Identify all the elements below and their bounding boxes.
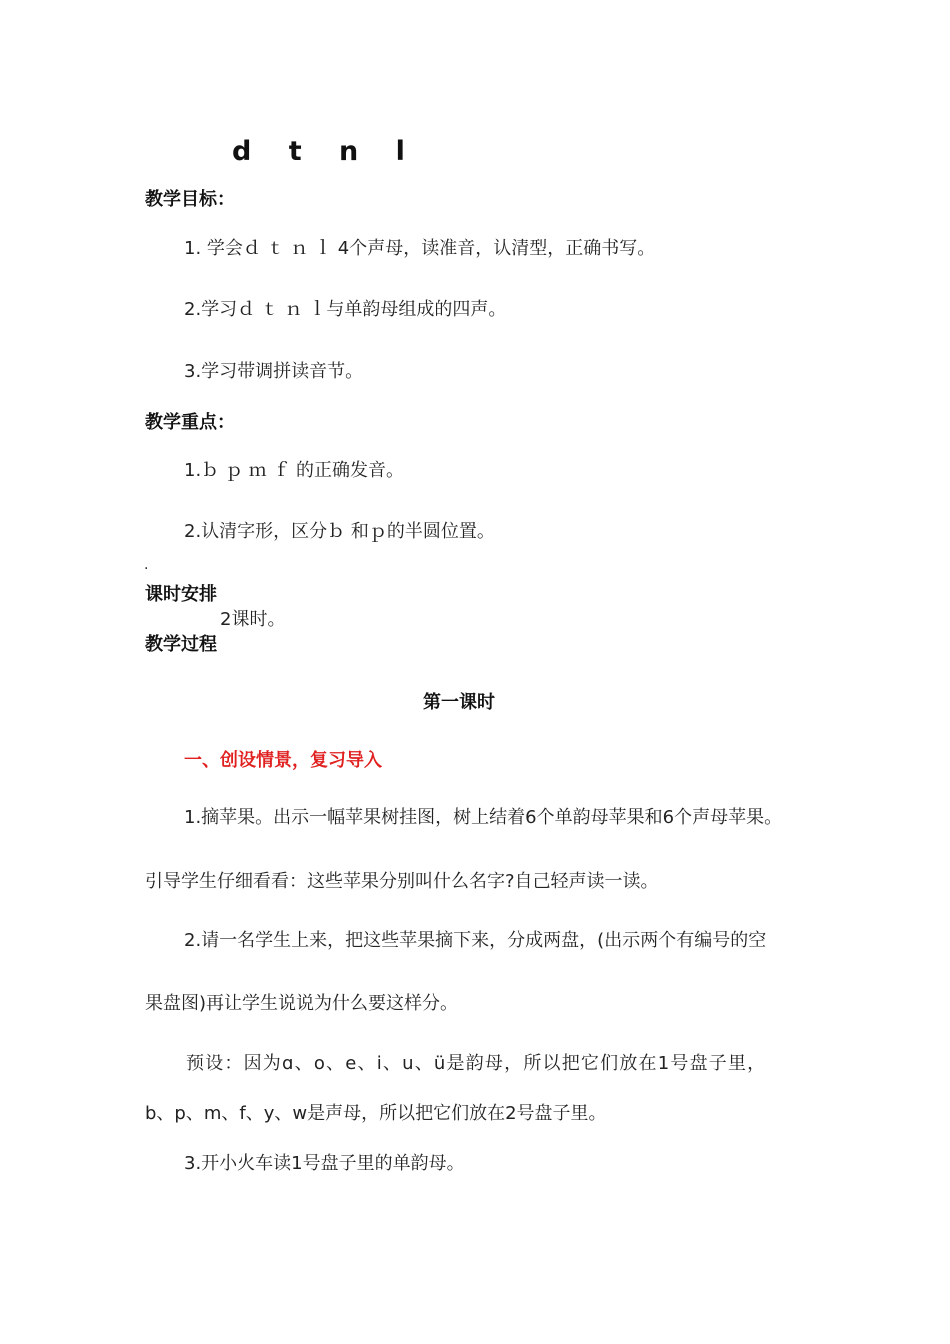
paragraph-2-cont: 果盘图)再让学生说说为什么要这样分。 [145,993,459,1014]
paragraph-2: 2.请一名学生上来，把这些苹果摘下来，分成两盘，(出示两个有编号的空 [184,930,767,951]
schedule-heading: 课时安排 [145,584,217,605]
keypoint-item-1: 1.ｂ ｐ ｍ ｆ 的正确发音。 [184,460,405,481]
goal-item-2: 2.学习ｄ ｔ ｎ ｌ与单韵母组成的四声。 [184,299,507,320]
paragraph-1: 1.摘苹果。出示一幅苹果树挂图，树上结着6个单韵母苹果和6个声母苹果。 [184,807,783,828]
section-heading-1: 一、创设情景，复习导入 [184,750,382,771]
paragraph-preset: 预设：因为ɑ、o、e、i、u、ü是韵母，所以把它们放在1号盘子里， [186,1053,767,1074]
schedule-value: 2课时。 [220,609,286,630]
keypoint-item-2: 2.认清字形，区分ｂ 和ｐ的半圆位置。 [184,521,495,542]
process-heading: 教学过程 [145,634,217,655]
goal-item-3: 3.学习带调拼读音节。 [184,361,364,382]
document-title: d t n l [232,136,419,167]
goal-item-1: 1. 学会ｄ ｔ ｎ ｌ 4个声母，读准音，认清型，正确书写。 [184,238,656,259]
lesson-title: 第一课时 [423,692,495,713]
paragraph-3: 3.开小火车读1号盘子里的单韵母。 [184,1153,465,1174]
paragraph-preset-cont: b、p、m、f、y、w是声母，所以把它们放在2号盘子里。 [145,1103,607,1124]
goals-heading: 教学目标： [145,189,235,210]
stray-dot: . [144,557,149,573]
keypoints-heading: 教学重点： [145,412,235,433]
paragraph-1-cont: 引导学生仔细看看：这些苹果分别叫什么名字?自己轻声读一读。 [145,871,659,892]
